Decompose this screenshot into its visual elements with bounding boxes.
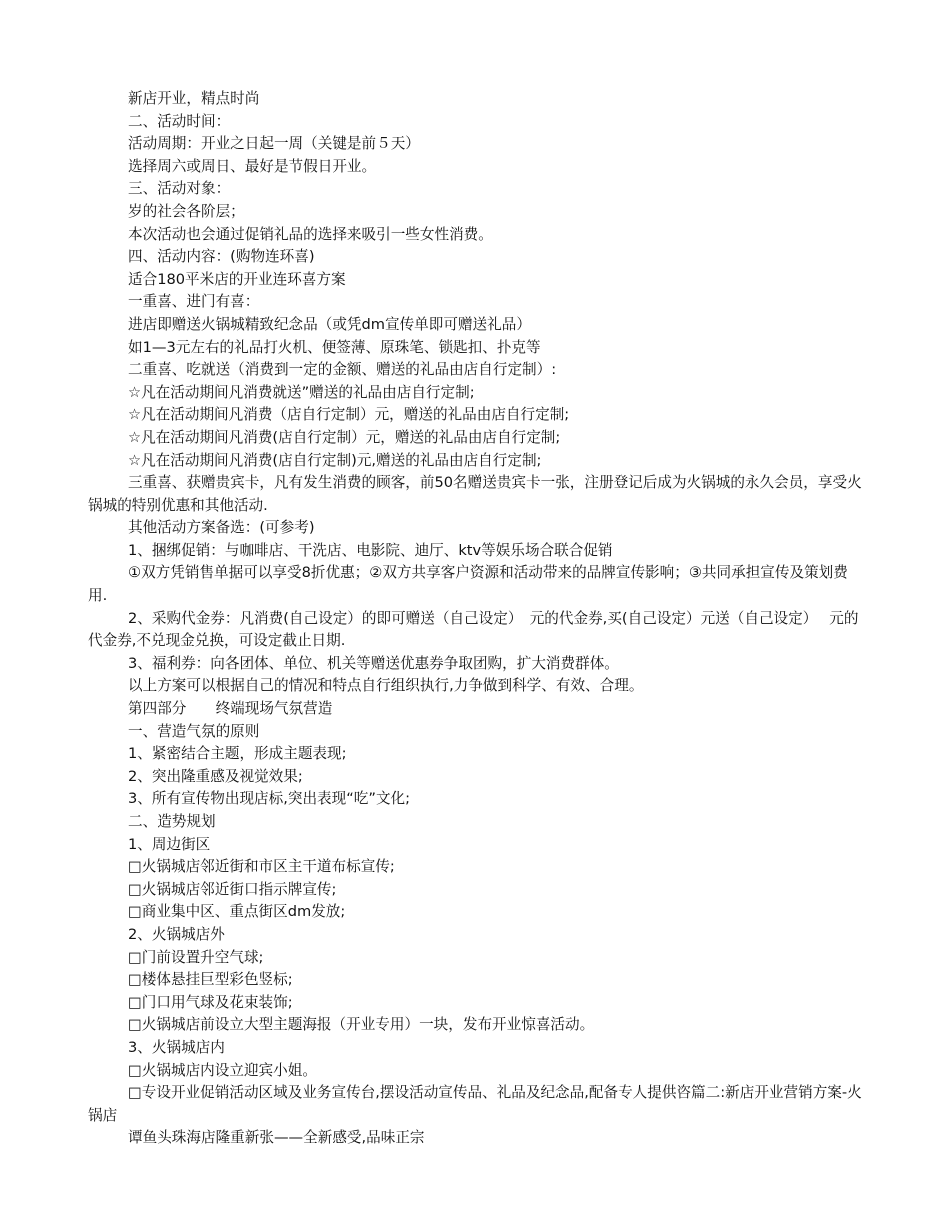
paragraph: □门口用气球及花束装饰; xyxy=(128,993,293,1011)
paragraph: 其他活动方案备选：(可参考) xyxy=(128,519,315,537)
paragraph: 1、周边街区 xyxy=(128,835,211,853)
paragraph: 选择周六或周日、最好是节假日开业。 xyxy=(128,157,377,175)
paragraph: 3、福利券：向各团体、单位、机关等赠送优惠券争取团购，扩大消费群体。 xyxy=(128,654,619,672)
paragraph: ☆凡在活动期间凡消费(店自行定制）元，赠送的礼品由店自行定制; xyxy=(128,428,561,446)
paragraph: 第四部分 终端现场气氛营造 xyxy=(128,700,333,718)
paragraph: □火锅城店邻近街和市区主干道布标宣传; xyxy=(128,858,395,876)
paragraph: □楼体悬挂巨型彩色竖标; xyxy=(128,971,293,989)
paragraph: 1、紧密结合主题，形成主题表现; xyxy=(128,745,347,763)
paragraph: 1、捆绑促销：与咖啡店、干洗店、电影院、迪厅、ktv等娱乐场合联合促销 xyxy=(128,541,613,559)
document-body xyxy=(88,88,862,1150)
paragraph: 如1—3元左右的礼品打火机、便签薄、原珠笔、锁匙扣、扑克等 xyxy=(128,338,541,356)
paragraph: 2、采购代金券：凡消费(自己设定）的即可赠送（自己设定） 元的代金券,买(自己设定）元送（自己设定） 元的代金券,不兑现金兑换，可设定截止日期. xyxy=(88,609,859,650)
paragraph: □专设开业促销活动区域及业务宣传台,摆设活动宣传品、礼品及纪念品,配备专人提供咨篇二:新店开业营销方案-火锅店 xyxy=(88,1084,862,1124)
paragraph: 谭鱼头珠海店隆重新张——全新感受,品味正宗 xyxy=(128,1129,425,1147)
paragraph: □门前设置升空气球; xyxy=(128,948,264,966)
paragraph: 3、火锅城店内 xyxy=(128,1038,225,1056)
paragraph: ☆凡在活动期间凡消费(店自行定制)元,赠送的礼品由店自行定制; xyxy=(128,451,542,469)
paragraph: 2、突出隆重感及视觉效果; xyxy=(128,767,303,785)
paragraph: 二、活动时间： xyxy=(128,112,231,130)
paragraph: ①双方凭销售单据可以享受8折优惠；②双方共享客户资源和活动带来的品牌宣传影响；③共同承担宣传及策划费用. xyxy=(88,564,848,605)
paragraph: 适合180平米店的开业连环喜方案 xyxy=(128,270,346,288)
paragraph: 本次活动也会通过促销礼品的选择来吸引一些女性消费。 xyxy=(128,225,493,243)
paragraph: 新店开业，精点时尚 xyxy=(128,90,260,107)
paragraph: □火锅城店邻近街口指示牌宣传; xyxy=(128,880,337,898)
paragraph: □火锅城店内设立迎宾小姐。 xyxy=(128,1061,317,1079)
paragraph: □火锅城店前设立大型主题海报（开业专用）一块，发布开业惊喜活动。 xyxy=(128,1016,595,1034)
paragraph: ☆凡在活动期间凡消费就送”赠送的礼品由店自行定制; xyxy=(128,383,475,401)
paragraph: 四、活动内容：(购物连环喜) xyxy=(128,248,315,266)
paragraph: 进店即赠送火锅城精致纪念品（或凭dm宣传单即可赠送礼品） xyxy=(128,315,531,333)
paragraph: 三重喜、获赠贵宾卡，凡有发生消费的顾客，前50名赠送贵宾卡一张，注册登记后成为火锅城的永久会员，享受火锅城的特别优惠和其他活动. xyxy=(88,474,862,514)
paragraph: □商业集中区、重点街区dm发放; xyxy=(128,903,346,921)
paragraph: 活动周期：开业之日起一周（关键是前５天） xyxy=(128,135,420,153)
paragraph: 岁的社会各阶层； xyxy=(128,202,245,220)
paragraph: 一、营造气氛的原则 xyxy=(128,722,260,740)
paragraph: ☆凡在活动期间凡消费（店自行定制）元，赠送的礼品由店自行定制; xyxy=(128,406,570,424)
paragraph: 一重喜、进门有喜： xyxy=(128,293,260,311)
paragraph: 2、火锅城店外 xyxy=(128,925,225,943)
paragraph: 以上方案可以根据自己的情况和特点自行组织执行,力争做到科学、有效、合理。 xyxy=(128,677,644,695)
paragraph: 3、所有宣传物出现店标,突出表现“吃”文化; xyxy=(128,790,411,808)
paragraph: 二重喜、吃就送（消费到一定的金额、赠送的礼品由店自行定制）: xyxy=(128,361,557,379)
paragraph: 二、造势规划 xyxy=(128,813,216,830)
paragraph: 三、活动对象： xyxy=(128,180,231,198)
